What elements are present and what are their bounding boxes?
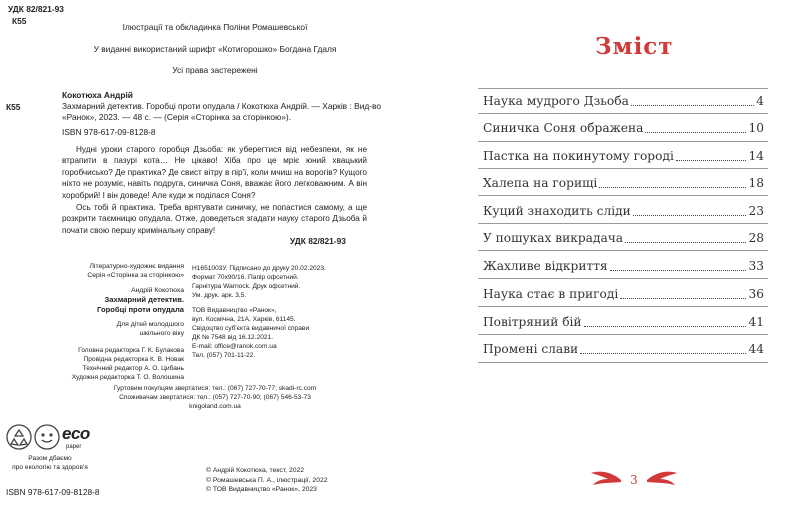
- left-wing-icon: [590, 470, 622, 490]
- eco-caption-line: про екологію та здоров'я: [12, 463, 88, 471]
- credits-line-3: Усі права застережені: [172, 65, 258, 75]
- udk-top: УДК 82/821-93: [8, 4, 64, 14]
- imprint-left-line: Горобці проти опудала: [97, 305, 184, 314]
- toc-item[interactable]: [483, 91, 764, 111]
- toc-divider: [478, 278, 768, 279]
- imprint-right-line: ТОВ Видавництво «Ранок»,: [192, 307, 277, 314]
- toc-item[interactable]: [483, 339, 764, 359]
- toc-divider: [478, 250, 768, 251]
- toc-divider: [478, 306, 768, 307]
- imprint-right-line: Свідоцтво суб'єкта видавничої справи: [192, 325, 310, 332]
- editor-line: Головна редакторка Г. К. Булакова: [78, 347, 184, 354]
- imprint-left-line: шкільного віку: [139, 330, 184, 337]
- imprint-right-line: Гарнітура Warnock. Друк офсетний.: [192, 283, 301, 290]
- toc-item-page: 36: [748, 287, 764, 301]
- toc-divider: [478, 168, 768, 169]
- toc-item-page: 28: [748, 231, 764, 245]
- toc-item-page: 41: [748, 315, 764, 329]
- toc-item[interactable]: [483, 284, 764, 304]
- toc-dots: [631, 96, 754, 106]
- toc-divider: [478, 195, 768, 196]
- annotation-paragraph-2: Ось тобі й практика. Треба врятувати синичку, не попастися самому, а ще розкрити таємницю опудала. Отже, доведеться згадати науку старого Дзьоба й почати свою першу кримінальну справу!: [62, 203, 367, 235]
- imprint-left-line: Андрій Кокотюха: [131, 287, 184, 294]
- toc-dots: [610, 261, 747, 271]
- toc-item-page: 44: [748, 342, 764, 356]
- imprint-right-line: ДК № 7548 від 16.12.2021.: [192, 334, 274, 341]
- toc-item[interactable]: [483, 146, 764, 166]
- toc-item-title: Халепа на горищі: [483, 176, 598, 190]
- imprint-right-line: Формат 70х90/16. Папір офсетний.: [192, 274, 299, 281]
- eco-logo: eco: [62, 424, 90, 443]
- right-wing-icon: [646, 470, 678, 490]
- toc-divider: [478, 362, 768, 363]
- imprint-right-line: вул. Космічна, 21А, Харків, 61145.: [192, 316, 296, 323]
- copyright-line: © Ромашевська П. А., ілюстрації, 2022: [206, 476, 328, 484]
- copyright-line: © Андрій Кокотюха, текст, 2022: [206, 467, 305, 474]
- imprint-left-line: Серія «Сторінка за сторінкою»: [87, 272, 184, 279]
- toc-item-title: Промені слави: [483, 342, 579, 356]
- imprint-right-line: Н1651003У. Підписано до друку 20.02.2023.: [192, 265, 326, 272]
- udk-bottom: УДК 82/821-93: [290, 236, 346, 246]
- imprint-right-line: Тел. (057) 701-11-22.: [192, 352, 256, 359]
- editor-line: Художня редакторка Т. О. Волошина: [71, 374, 184, 381]
- toc-dots: [584, 317, 747, 327]
- toc-item-page: 4: [756, 94, 764, 108]
- eco-face-icon: [34, 424, 60, 450]
- toc-item-title: Наука мудрого Дзьоба: [483, 94, 629, 108]
- biblio-line-2: «Ранок», 2023. — 48 с. — (Серія «Сторінка за сторінкою»).: [62, 112, 292, 122]
- eco-paper-label: paper: [66, 444, 82, 450]
- toc-item[interactable]: [483, 256, 764, 276]
- isbn: ISBN 978-617-09-8128-8: [62, 127, 156, 137]
- toc-item-title: Пастка на покинутому городі: [483, 149, 674, 163]
- contact-line: Гуртовим покупцям звертатися: тел.: (067) 727-70-77; skadi-rc.com: [113, 385, 317, 392]
- toc-item[interactable]: [483, 312, 764, 332]
- toc-item-page: 23: [748, 204, 764, 218]
- recycle-icon: [6, 424, 32, 450]
- toc-dots: [633, 206, 747, 216]
- imprint-left: [60, 262, 184, 338]
- editors-block: [60, 346, 184, 382]
- imprint-right-line: Ум. друк. арк. 3,5.: [192, 292, 247, 299]
- imprint-left-line: Літературно-художнє видання: [89, 263, 184, 270]
- toc-item-title: Жахливе відкриття: [483, 259, 608, 273]
- toc-divider: [478, 113, 768, 114]
- contacts-block: [60, 384, 370, 411]
- toc-dots: [676, 151, 747, 161]
- author-name: Кокотюха Андрій: [62, 90, 133, 100]
- toc-item-page: 14: [748, 149, 764, 163]
- toc-dots: [620, 289, 746, 299]
- imprint-left-line: Захмарний детектив.: [104, 295, 184, 304]
- editor-line: Провідна редакторка К. В. Новак: [83, 356, 184, 363]
- toc-divider: [478, 141, 768, 142]
- contact-line: Споживачам звертатися: тел.: (057) 727-70-90; (067) 546-53-73: [119, 394, 311, 401]
- copyright-line: © ТОВ Видавництво «Ранок», 2023: [206, 486, 317, 493]
- imprint-left-line: Для дітей молодшого: [116, 321, 184, 328]
- toc-item-title: У пошуках викрадача: [483, 231, 624, 245]
- toc-dots: [599, 178, 746, 188]
- toc-dots: [645, 123, 746, 133]
- imprint-right: [192, 264, 372, 360]
- contact-line: knigoland.com.ua: [189, 403, 241, 410]
- toc-item[interactable]: [483, 228, 764, 248]
- toc-item-title: Повітряний бій: [483, 315, 582, 329]
- toc-item[interactable]: [483, 201, 764, 221]
- biblio-line-1: Захмарний детектив. Горобці проти опудала / Кокотюха Андрій. — Харків : Вид-во: [62, 101, 382, 111]
- copyright-block: [206, 466, 328, 495]
- k55-side: К55: [6, 102, 21, 112]
- toc-item[interactable]: [483, 118, 764, 138]
- toc-dots: [625, 233, 746, 243]
- k55-top: К55: [12, 16, 27, 26]
- toc-divider: [478, 88, 768, 89]
- editor-line: Технічний редактор А. О. Цибань: [82, 365, 184, 372]
- toc-dots: [580, 344, 746, 354]
- credits-line-1: Ілюстрації та обкладинка Поліни Ромашевської: [122, 22, 308, 32]
- toc-item-page: 18: [748, 176, 764, 190]
- toc-item-title: Наука стає в пригоді: [483, 287, 619, 301]
- toc-item-title: Синичка Соня ображена: [483, 121, 644, 135]
- imprint-right-line: E-mail: office@ranok.com.ua: [192, 343, 277, 350]
- toc-item[interactable]: [483, 173, 764, 193]
- toc-divider: [478, 334, 768, 335]
- toc-item-title: Куций знаходить сліди: [483, 204, 631, 218]
- credits-line-2: У виданні використаний шрифт «Котигорошко» Богдана Гдаля: [93, 44, 337, 54]
- page-title: Зміст: [595, 33, 674, 60]
- page-number: 3: [630, 473, 638, 487]
- eco-caption: [0, 455, 100, 472]
- toc-divider: [478, 223, 768, 224]
- toc-item-page: 33: [748, 259, 764, 273]
- annotation-paragraph-1: Нудні уроки старого горобця Дзьоба: як уберегтися від небезпеки, як не втрапити в пазурі кота… Не цікаво! Хіба про це мріє юний хвацький горобчисько? Де практика? Де свист вітру в пір'ї, коли мчиш на ворогів? Кущого ніхто не розуміє, навіть подруга, синичка Соня, вважає його легковажним. А він хоробрий! І він доведе! Але куди ж поділася Соня?: [62, 145, 367, 200]
- eco-caption-line: Разом дбаємо: [28, 455, 72, 462]
- toc-item-page: 10: [748, 121, 764, 135]
- isbn-bottom: ISBN 978-617-09-8128-8: [6, 487, 100, 497]
